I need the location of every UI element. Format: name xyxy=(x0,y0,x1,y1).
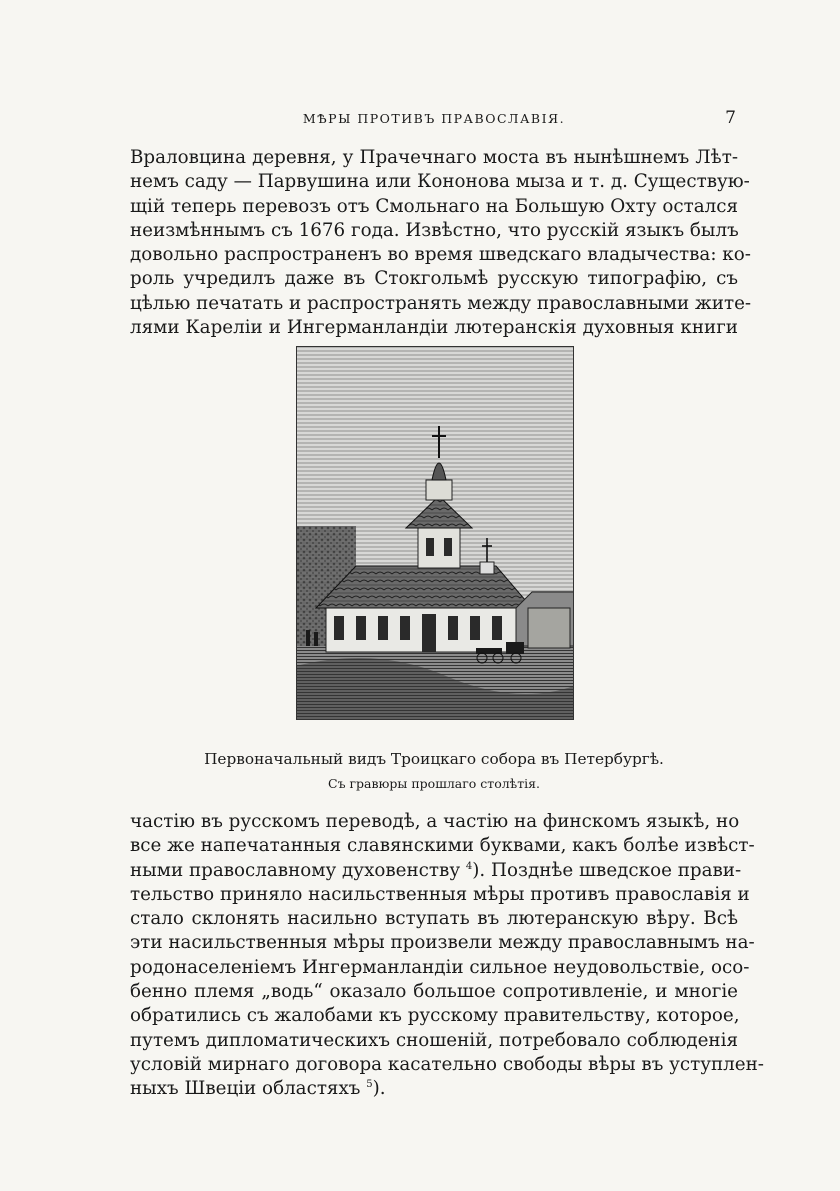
text-line: цѣлью печатать и распространять между православными жите- xyxy=(130,292,752,314)
figure-caption-title: Первоначальный видъ Троицкаго собора въ Петербургѣ. xyxy=(204,750,664,768)
church-engraving xyxy=(296,346,574,720)
paragraph-top xyxy=(130,146,752,340)
footnote-marker: 4 xyxy=(465,860,473,872)
text-line: условій мирнаго договора касательно свободы вѣры въ уступлен- xyxy=(130,1053,764,1075)
text-line: все же напечатанныя славянскими буквами, какъ болѣе извѣст- xyxy=(130,835,755,857)
text-line: немъ саду — Парвушина или Кононова мыза и т. д. Существую- xyxy=(130,171,750,193)
page-header xyxy=(130,108,738,132)
text-line: стало склонять насильно вступать въ лютеранскую вѣру. Всѣ xyxy=(130,908,738,930)
text-line: эти насильственныя мѣры произвели между православнымъ на- xyxy=(130,932,755,954)
text-line: щій теперь перевозъ отъ Смольнаго на Большую Охту остался xyxy=(130,195,738,217)
text-line: бенно племя „водь“ оказало большое сопротивленіе, и многіе xyxy=(130,981,738,1003)
line-text: ными православному духовенству xyxy=(130,859,461,881)
text-line: тельство приняло насильственныя мѣры противъ православія и xyxy=(130,883,750,905)
text-line: роль учредилъ даже въ Стокгольмѣ русскую типографію, съ xyxy=(130,268,738,290)
line-text: ). xyxy=(472,859,486,881)
text-line: путемъ дипломатическихъ сношеній, потребовало соблюденія xyxy=(130,1029,738,1051)
text-line: Враловцина деревня, у Прачечнаго моста въ нынѣшнемъ Лѣт- xyxy=(130,147,738,168)
line-text: ). xyxy=(372,1078,386,1100)
text-line: обратились съ жалобами къ русскому правительству, которое, xyxy=(130,1005,740,1027)
text-line: неизмѣннымъ съ 1676 года. Извѣстно, что русскій языкъ былъ xyxy=(130,219,739,241)
text-line: родонаселеніемъ Ингерманландіи сильное неудовольствіе, осо- xyxy=(130,956,750,978)
figure-caption-source: Съ гравюры прошлаго столѣтія. xyxy=(328,776,540,791)
text-line: довольно распространенъ во время шведскаго владычества: ко- xyxy=(130,244,751,266)
footnote-marker: 5 xyxy=(366,1079,373,1091)
engraving-illustration xyxy=(296,346,574,720)
text-line xyxy=(130,1077,738,1101)
text-line: лями Кареліи и Ингерманландіи лютеранскія духовныя книги xyxy=(130,317,738,339)
running-title: МѢРЫ ПРОТИВЪ ПРАВОСЛАВІЯ. xyxy=(302,111,566,126)
text-line: частію въ русскомъ переводѣ, а частію на финскомъ языкѣ, но xyxy=(130,811,740,832)
line-text: Позднѣе шведское прави- xyxy=(485,859,742,881)
page-number: 7 xyxy=(725,108,736,128)
paragraph-bottom xyxy=(130,810,764,1102)
line-text: ныхъ Швеціи областяхъ xyxy=(130,1078,361,1100)
text-line xyxy=(130,859,742,883)
